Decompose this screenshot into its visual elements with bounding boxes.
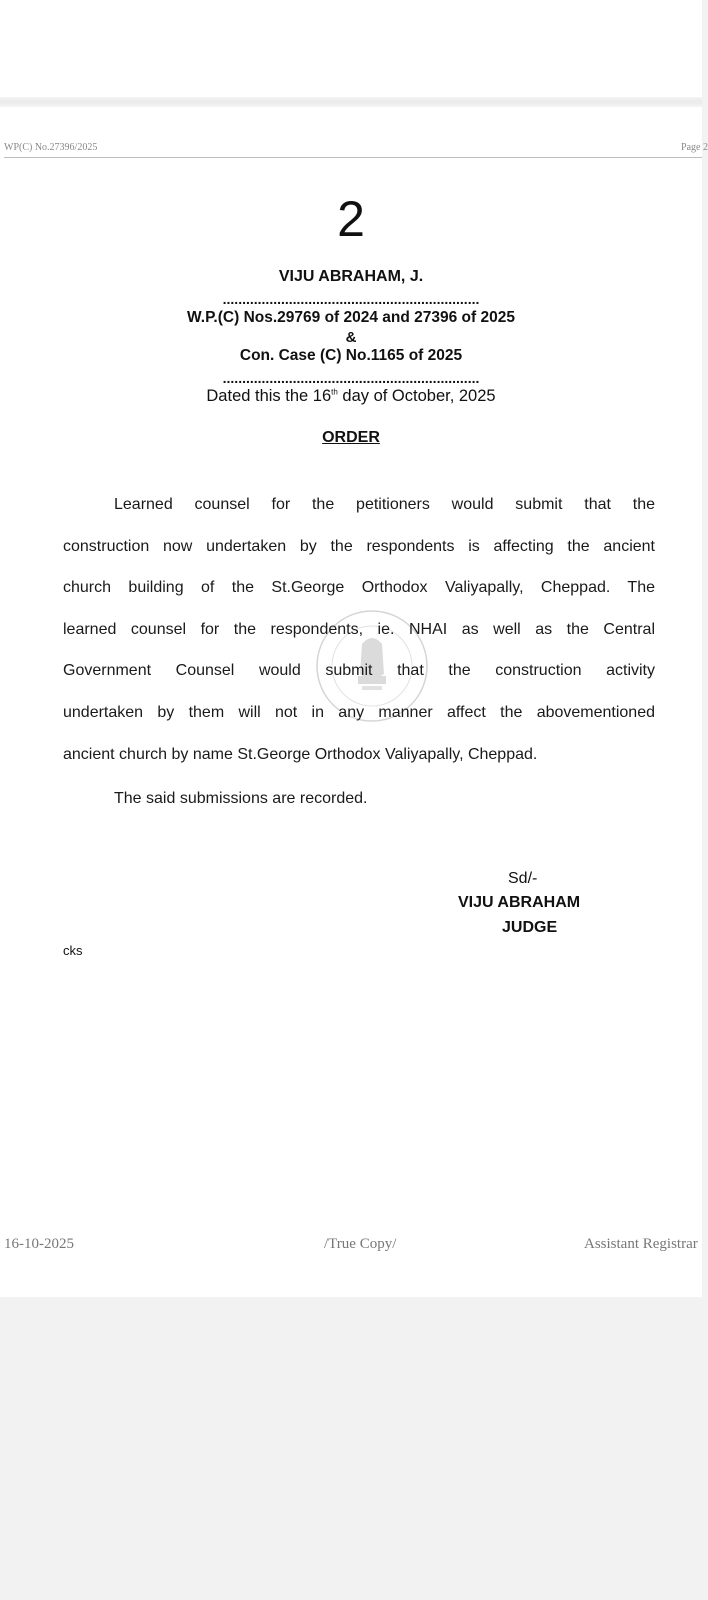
paragraph-line: learned counsel for the respondents, ie. NHAI as well as the Central xyxy=(63,620,655,638)
paragraph-line: Learned counsel for the petitioners would submit that the xyxy=(114,496,655,513)
order-heading: ORDER xyxy=(322,429,380,446)
footer-date: 16-10-2025 xyxy=(4,1236,74,1252)
case-numbers: W.P.(C) Nos.29769 of 2024 and 27396 of 2025 xyxy=(187,309,515,326)
footer-true-copy: /True Copy/ xyxy=(324,1236,397,1252)
dated-prefix: Dated this the 16 xyxy=(206,387,332,405)
viewer-top-area xyxy=(0,0,702,97)
case-ampersand: & xyxy=(345,329,357,346)
signature-sd: Sd/- xyxy=(508,870,538,887)
signature-title: JUDGE xyxy=(502,919,558,936)
header-rule xyxy=(4,157,702,158)
page-number: 2 xyxy=(337,191,365,247)
viewer-bottom-area xyxy=(0,1297,702,1600)
judge-line: VIJU ABRAHAM, J. xyxy=(278,268,424,285)
paragraph-line: construction now undertaken by the respondents is affecting the ancient xyxy=(63,537,655,555)
dotted-rule: .................................................................. xyxy=(222,291,480,307)
dated-rest: day of October, 2025 xyxy=(337,387,496,405)
dated-line xyxy=(0,387,702,406)
footer-registrar: Assistant Registrar xyxy=(584,1236,698,1252)
page-separator xyxy=(0,97,702,107)
paragraph-line: Government Counsel would submit that the construction activity xyxy=(63,662,655,680)
paragraph-line: undertaken by them will not in any manner affect the abovementioned xyxy=(63,703,655,721)
signature-name: VIJU ABRAHAM xyxy=(458,894,581,911)
dated-ordinal: th xyxy=(331,387,338,397)
typist-initials: cks xyxy=(63,943,83,958)
running-header-case-ref: WP(C) No.27396/2025 xyxy=(4,142,98,153)
order-paragraph xyxy=(63,484,655,775)
paragraph-line: church building of the St.George Orthodox Valiyapally, Cheppad. The xyxy=(63,579,655,597)
running-header-page: Page 2 xyxy=(681,142,708,153)
recorded-paragraph: The said submissions are recorded. xyxy=(114,790,368,807)
contempt-case-number: Con. Case (C) No.1165 of 2025 xyxy=(239,347,463,364)
paragraph-line: ancient church by name St.George Orthodox Valiyapally, Cheppad. xyxy=(63,745,538,763)
dotted-rule: .................................................................. xyxy=(222,370,480,386)
